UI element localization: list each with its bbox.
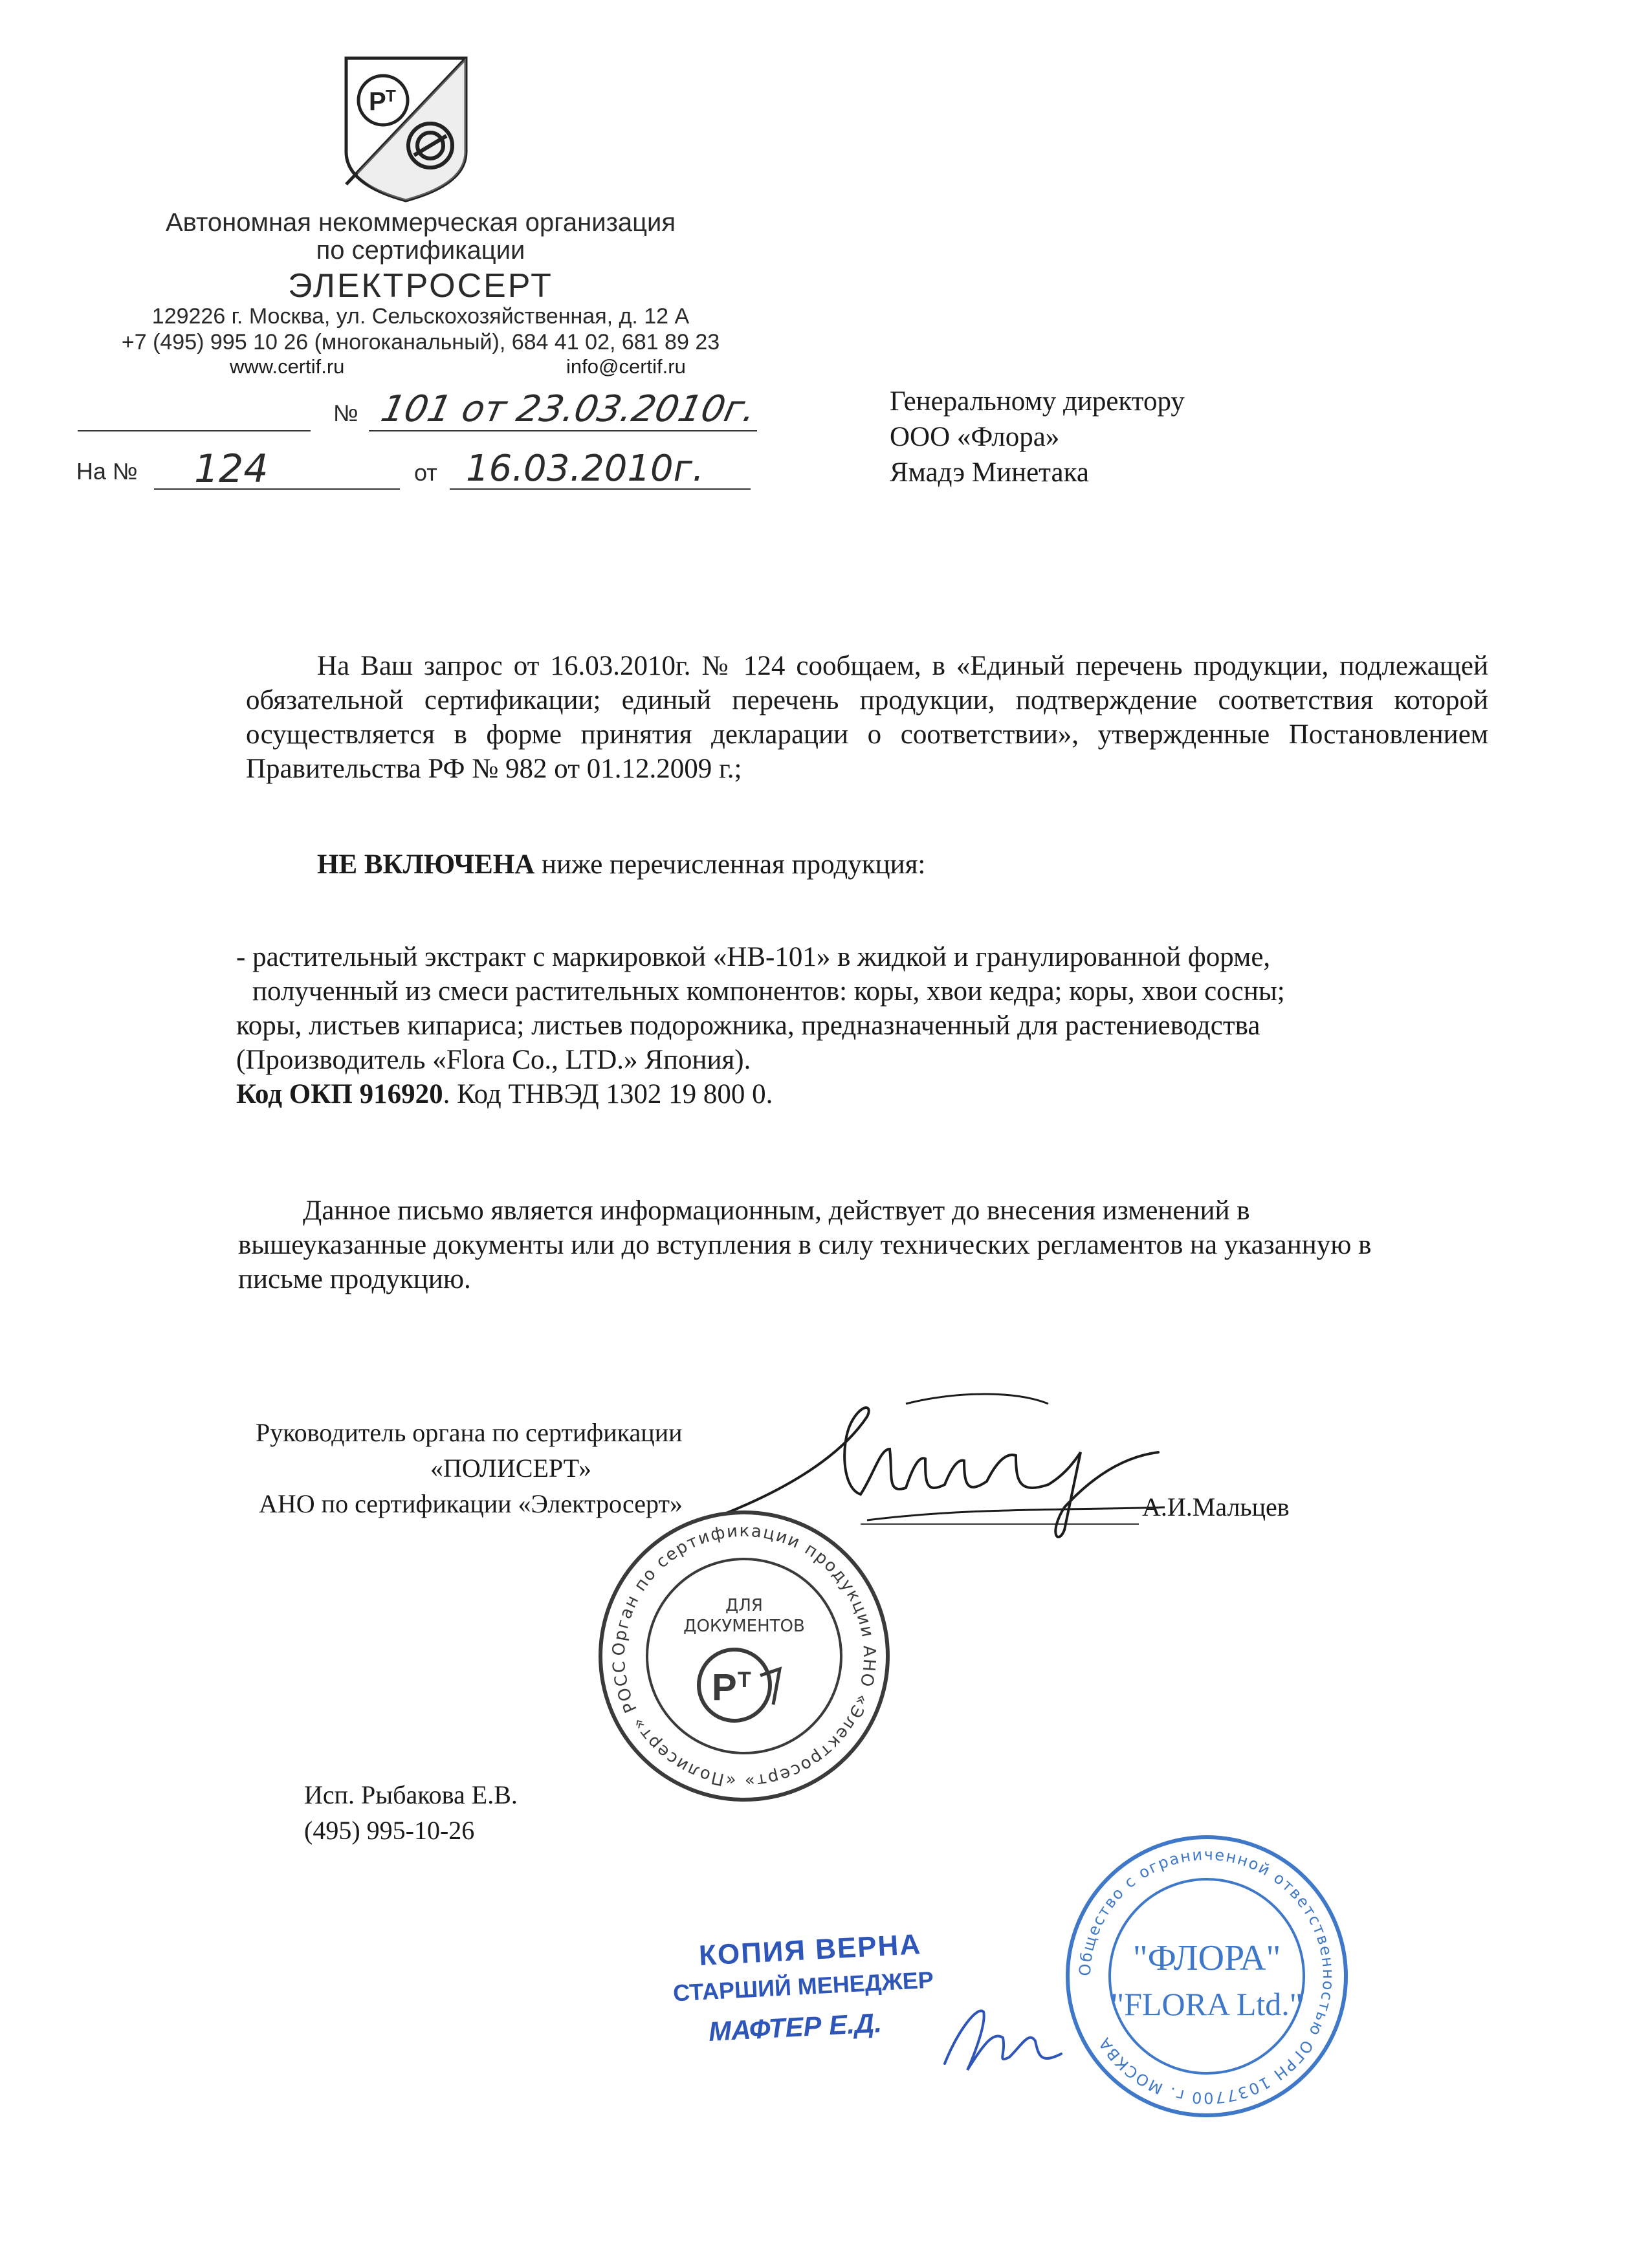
flora-seal (1061, 1831, 1352, 2122)
signatory-title-3: АНО по сертификации «Электросерт» (259, 1489, 683, 1518)
org-website: www.certif.ru (230, 355, 345, 378)
flora-seal-ring-text: Общество с ограниченной ответственностью ОГРН 1037700 г. МОСКВА (1075, 1845, 1338, 2108)
signatory-title-2: «ПОЛИСЕРТ» (430, 1454, 592, 1483)
reply-number-handwritten: 124 (194, 446, 269, 492)
org-address: 129226 г. Москва, ул. Сельскохозяйственная, д. 12 А (151, 304, 690, 329)
executor-phone: (495) 995-10-26 (304, 1816, 475, 1845)
number-rule (369, 430, 757, 431)
flora-seal-center-1: "ФЛОРА" (1132, 1938, 1281, 1978)
org-phones: +7 (495) 995 10 26 (многоканальный), 684 41 02, 681 89 23 (121, 330, 720, 354)
date-label: от (414, 459, 437, 486)
number-label: № (333, 400, 358, 426)
svg-text:Р: Р (369, 87, 386, 116)
copy-signature (932, 1992, 1074, 2083)
org-email: info@certif.ru (566, 355, 686, 378)
intro-paragraph: На Ваш запрос от 16.03.2010г. № 124 сообщаем, в «Единый перечень продукции, подлежащей обязательной сертификации; единый перечень продукции, подтверждение соответствия которой осуществляется в форме принятия декларации о соответствии», утвержденные Постановлением Правительства РФ № 982 от 01.12.2009 г.; (246, 651, 1488, 784)
flora-seal-center-2: "FLORA Ltd." (1110, 1986, 1303, 2022)
product-line-2: полученный из смеси растительных компонентов: коры, хвои кедра; коры, хвои сосны; (252, 976, 1285, 1007)
reply-date-handwritten: 16.03.2010г. (466, 448, 704, 490)
addressee-line-1: Генеральному директору (890, 386, 1185, 417)
not-included-line (317, 847, 925, 882)
reply-label: На № (76, 458, 138, 485)
electrocert-seal-center-top: ДЛЯ (725, 1596, 763, 1615)
okp-code-bold: Код ОКП 916920 (236, 1079, 443, 1109)
product-line-1: - растительный экстракт с маркировкой «HB-101» в жидкой и гранулированной форме, (236, 942, 1271, 972)
product-line-3: коры, листьев кипариса; листьев подорожника, предназначенный для растениеводства (236, 1010, 1260, 1041)
copy-stamp-line-2: СТАРШИЙ МЕНЕДЖЕР (672, 1966, 934, 2007)
signatory-title-1: Руководитель органа по сертификации (256, 1418, 683, 1447)
svg-text:Т: Т (738, 1668, 751, 1692)
svg-text:Р: Р (712, 1666, 737, 1708)
product-line-4: (Производитель «Flora Co., LTD.» Япония). (236, 1045, 751, 1075)
okp-line (236, 1077, 773, 1111)
copy-stamp-line-1: КОПИЯ ВЕРНА (698, 1928, 923, 1972)
copy-stamp-line-3: МАФТЕР Е.Д. (707, 2007, 883, 2047)
executor-name: Исп. Рыбакова Е.В. (304, 1780, 518, 1809)
reply-number-rule (154, 488, 400, 490)
info-paragraph: Данное письмо является информационным, действует до внесения изменений в вышеуказанные документы или до вступления в силу технических регламентов на указанную в письме продукцию. (238, 1195, 1372, 1294)
org-type-line-2: по сертификации (316, 236, 525, 265)
svg-text:Т: Т (386, 86, 396, 105)
addressee-line-3: Ямадэ Минетака (890, 457, 1089, 488)
electrocert-seal (595, 1507, 893, 1805)
electrocert-seal-ring-text: Орган по сертификации продукции АНО «Электросерт» «Полисерт» РОСС (609, 1521, 879, 1791)
signatory-name: А.И.Мальцев (1142, 1492, 1290, 1521)
not-included-bold: НЕ ВКЛЮЧЕНА (317, 849, 535, 880)
not-included-rest: ниже перечисленная продукция: (534, 849, 926, 880)
org-type-line: Автономная некоммерческая организация (165, 208, 676, 237)
electrocert-seal-center-bottom: ДОКУМЕНТОВ (683, 1617, 805, 1636)
blank-rule (78, 430, 311, 431)
outgoing-number-handwritten: 101 от 23.03.2010г. (377, 388, 760, 430)
addressee-line-2: ООО «Флора» (890, 422, 1060, 452)
org-name: ЭЛЕКТРОСЕРТ (288, 267, 553, 305)
okp-code-rest: . Код ТНВЭД 1302 19 800 0. (443, 1079, 773, 1109)
rst-logo (343, 55, 469, 204)
